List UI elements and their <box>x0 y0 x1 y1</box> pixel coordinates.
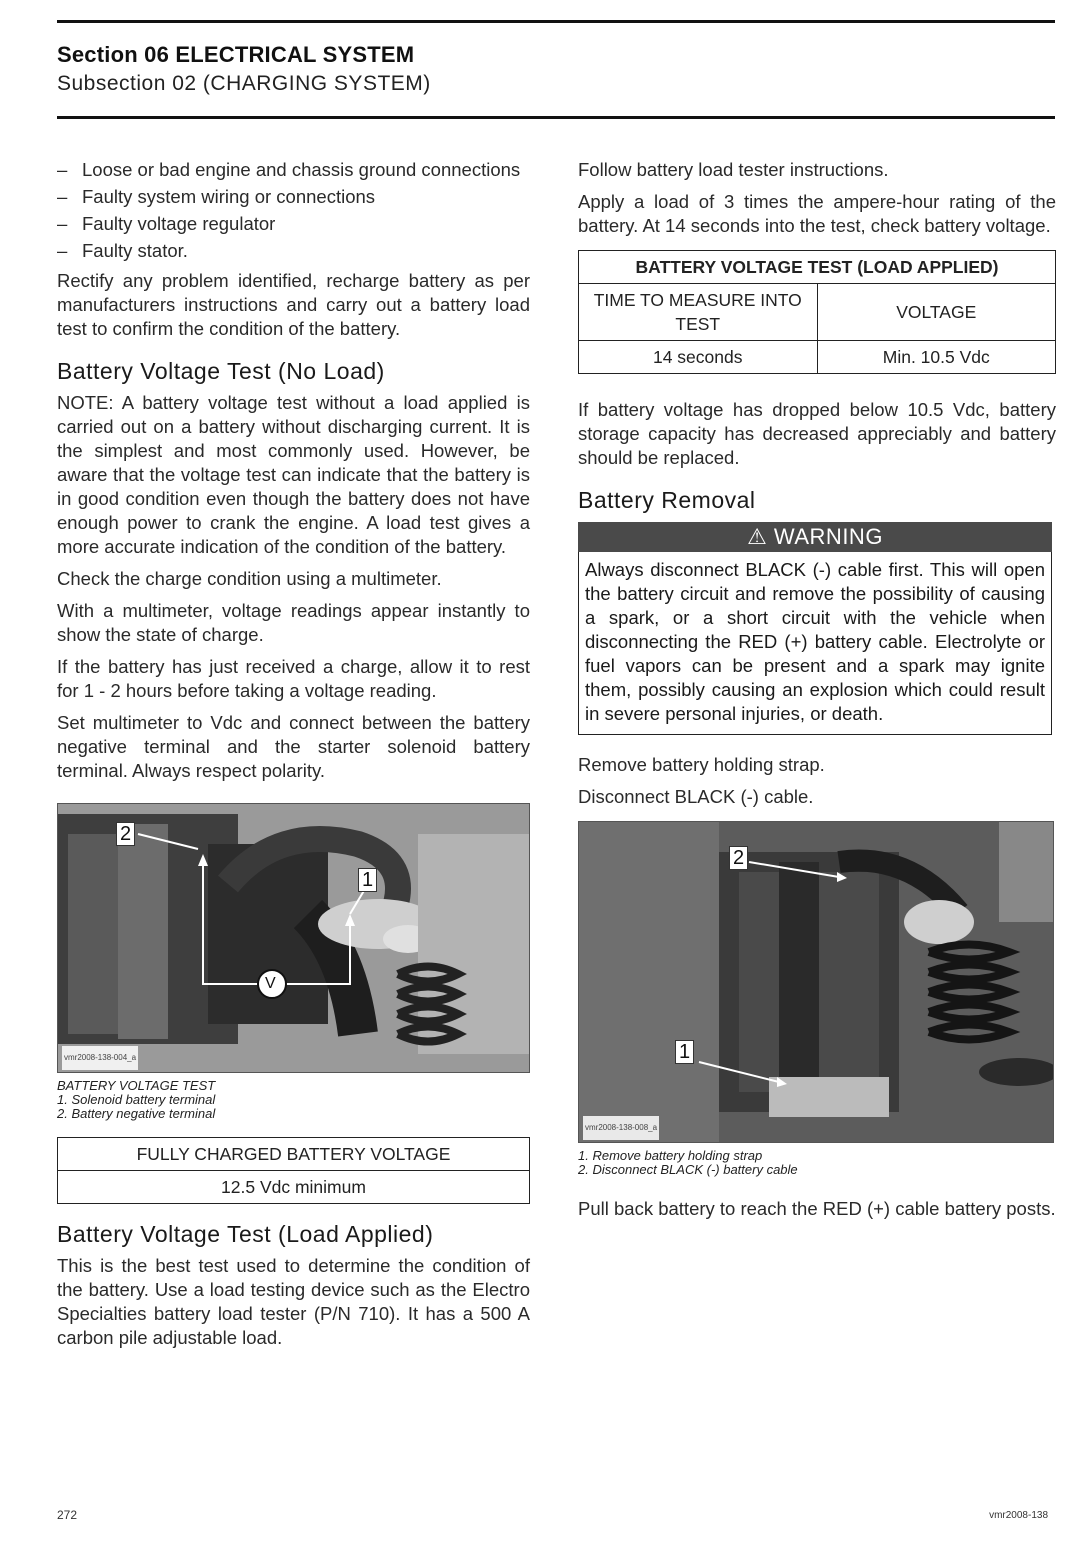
voltmeter-icon: V <box>265 975 276 992</box>
voltage-test-photo <box>57 803 530 1073</box>
heading-load-applied: Battery Voltage Test (Load Applied) <box>57 1221 434 1247</box>
cause-list <box>57 158 530 263</box>
warning-text: Always disconnect BLACK (-) cable first. This will open the battery circuit and remove the possibility of causing a spark, or a short circuit with the vehicle when disconnecting the RED (+) battery cable. Electrolyte or fuel vapors can be present and a spark may ignite them, possibly causing an explosion which could result in severe personal injuries, or death. <box>578 552 1052 735</box>
rest-paragraph: If the battery has just received a charge, allow it to rest for 1 - 2 hours before taking a voltage reading. <box>57 656 530 701</box>
callout-1: 1 <box>358 868 377 892</box>
check-paragraph: Check the charge condition using a multimeter. <box>57 568 442 589</box>
fully-charged-table <box>57 1137 530 1204</box>
pull-back-paragraph: Pull back battery to reach the RED (+) cable battery posts. <box>578 1198 1056 1219</box>
page-number: 272 <box>57 1508 78 1522</box>
warning-box <box>578 522 1052 735</box>
battery-removal-illustration <box>579 822 1053 1142</box>
figure-caption <box>578 1149 1056 1177</box>
warning-label: WARNING <box>773 524 883 549</box>
battery-removal-photo <box>578 821 1054 1143</box>
heading-battery-removal: Battery Removal <box>578 487 756 513</box>
best-test-paragraph: This is the best test used to determine the condition of the battery. Use a load testing device such as the Electro Specialties battery load tester (P/N 710). It has a 500 A carbon pile adjustable load. <box>57 1255 530 1348</box>
load-applied-table <box>578 250 1056 374</box>
rectify-paragraph: Rectify any problem identified, recharge battery as per manufacturers instructions and carry out a battery load test to confirm the condition of the battery. <box>57 270 530 339</box>
set-multimeter-paragraph: Set multimeter to Vdc and connect between the battery negative terminal and the starter solenoid battery terminal. Always respect polarity. <box>57 712 530 781</box>
list-item: – Loose or bad engine and chassis ground connections <box>57 158 530 182</box>
table-cell: 12.5 Vdc minimum <box>58 1171 530 1204</box>
note-paragraph: NOTE: A battery voltage test without a load applied is carried out on a battery without discharging current. It is the simplest and most commonly used. However, be aware that the voltage test can indicate that the battery is in good condition even though the battery does not have enough power to crank the engine. A load test gives a more accurate indication of the condition of the battery. <box>57 392 530 557</box>
section-title: Section 06 ELECTRICAL SYSTEM <box>57 42 415 67</box>
disconnect-paragraph: Disconnect BLACK (-) cable. <box>578 786 814 807</box>
table-title-cell: BATTERY VOLTAGE TEST (LOAD APPLIED) <box>579 251 1056 284</box>
figure-id: vmr2008-138-004_a <box>62 1046 138 1070</box>
follow-paragraph: Follow battery load tester instructions. <box>578 159 889 180</box>
table-cell: 14 seconds <box>579 341 818 374</box>
apply-paragraph: Apply a load of 3 times the ampere-hour rating of the battery. At 14 seconds into the test, check battery voltage. <box>578 191 1056 236</box>
table-header-cell: VOLTAGE <box>817 284 1056 341</box>
table-header-cell: TIME TO MEASURE INTO TEST <box>579 284 818 341</box>
callout-1: 1 <box>675 1040 694 1064</box>
caption-item: 2. Disconnect BLACK (-) battery cable <box>578 1162 798 1177</box>
figure-caption <box>57 1079 530 1121</box>
list-item: – Faulty voltage regulator <box>57 212 530 236</box>
header-top-rule <box>57 20 1055 23</box>
right-column <box>578 158 1056 1229</box>
callout-2: 2 <box>729 846 748 870</box>
subsection-title: Subsection 02 (CHARGING SYSTEM) <box>57 72 431 95</box>
list-item: – Faulty system wiring or connections <box>57 185 530 209</box>
header-bottom-rule <box>57 116 1055 119</box>
figure-id: vmr2008-138-008_a <box>583 1116 659 1140</box>
caption-title: BATTERY VOLTAGE TEST <box>57 1078 216 1093</box>
warning-triangle-icon: ⚠ <box>747 524 768 549</box>
remove-strap-paragraph: Remove battery holding strap. <box>578 754 825 775</box>
heading-no-load: Battery Voltage Test (No Load) <box>57 358 385 384</box>
list-item: – Faulty stator. <box>57 239 530 263</box>
document-code: vmr2008-138 <box>989 1510 1048 1521</box>
multimeter-paragraph: With a multimeter, voltage readings appear instantly to show the state of charge. <box>57 600 530 645</box>
caption-item: 1. Solenoid battery terminal <box>57 1092 216 1107</box>
caption-item: 1. Remove battery holding strap <box>578 1148 763 1163</box>
dropped-paragraph: If battery voltage has dropped below 10.5 Vdc, battery storage capacity has decreased appreciably and battery should be replaced. <box>578 399 1056 468</box>
table-header-cell: FULLY CHARGED BATTERY VOLTAGE <box>58 1138 530 1171</box>
caption-item: 2. Battery negative terminal <box>57 1106 216 1121</box>
warning-header <box>578 522 1052 552</box>
callout-2: 2 <box>116 822 135 846</box>
table-cell: Min. 10.5 Vdc <box>817 341 1056 374</box>
left-column <box>57 158 530 1358</box>
